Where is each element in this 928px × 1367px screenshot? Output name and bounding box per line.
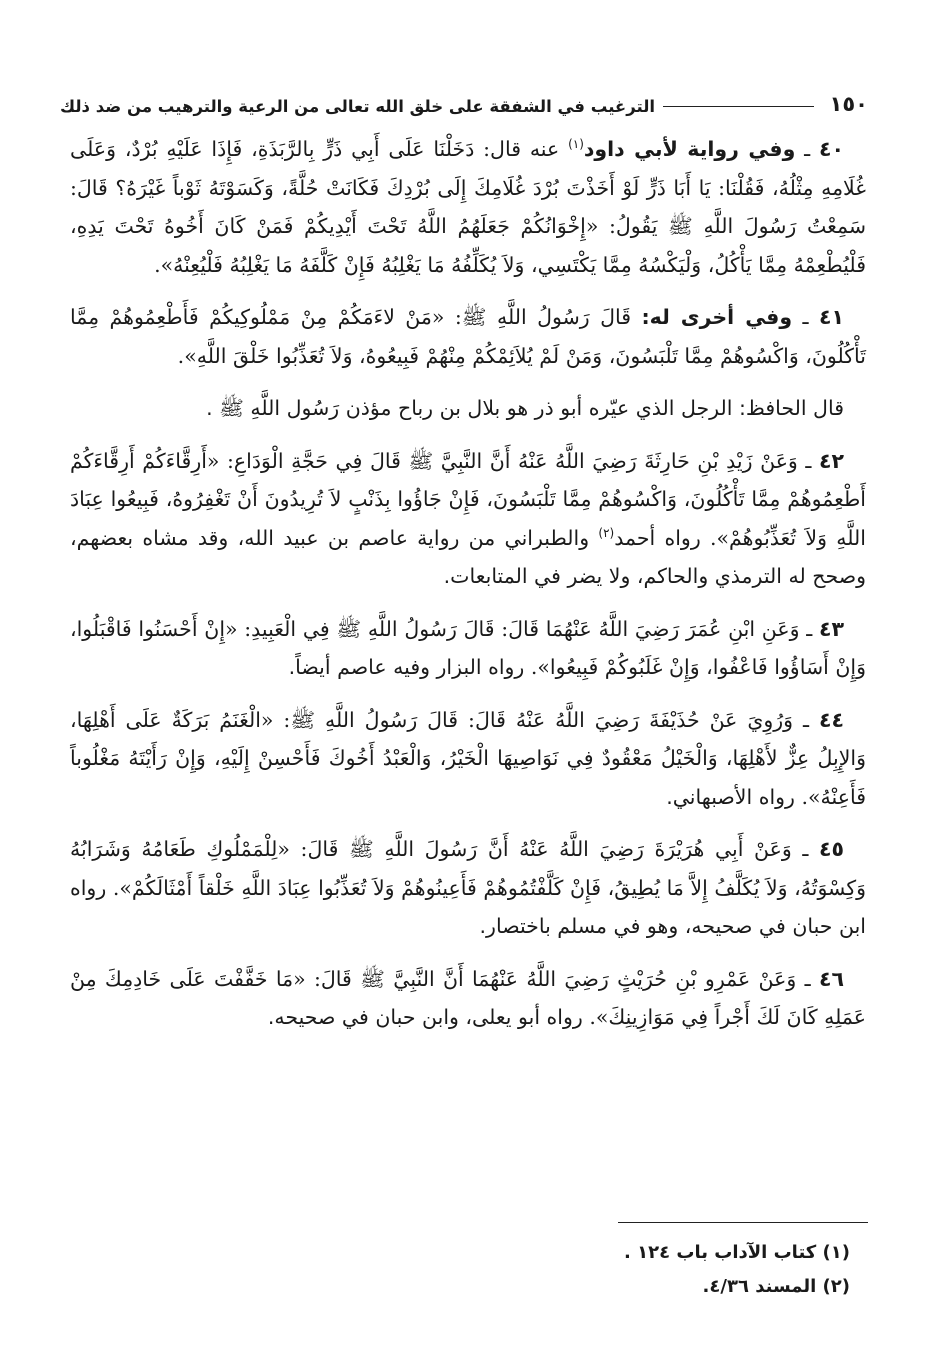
hadith-42: ٤٢ ـ وَعَنْ زَيْدِ بْنِ حَارِثَةَ رَضِيَ اللَّهُ عَنْهُ أَنَّ النَّبِيَّ ﷺ قَالَ فِي حَجَّةِ الْوَدَاعِ: «أَرِقَّاءَكُمْ أَرِقَّاءَكُمْ أَطْعِمُوهُمْ مِمَّا تَأْكُلُونَ، وَاكْسُوهُمْ مِمَّا تَلْبَسُونَ، فَإِنْ جَاؤُوا بِذَنْبٍ لاَ تُرِيدُونَ أَنْ تَغْفِرُوهُ، فَبِيعُوا عِبَادَ اللَّهِ وَلاَ تُعَذِّبُوهُمْ». رواه أحمد$^{(٢)}$ والطبراني من رواية عاصم بن عبيد الله، وقد مشاه بعضهم، وصحح له الترمذي والحاكم، ولا يضر في المتابعات.: [70, 448, 866, 588]
hadith-source: رواه أبو يعلى، وابن حبان في صحيحه.: [267, 1005, 583, 1029]
hadith-text: وَعَنِ ابْنِ عُمَرَ رَضِيَ اللَّهُ عَنْهُمَا قَالَ: قَالَ رَسُولُ اللَّهِ ﷺ فِي الْعَبِيدِ: «إِنْ أَحْسَنُوا فَاقْبَلُوا، وَإِنْ أَسَاؤُوا فَاعْفُوا، وَإِنْ غَلَبُوكُمْ فَبِيعُوا».: [70, 616, 866, 679]
page-number: ١٥٠: [829, 92, 868, 116]
hadith-number: ٤٢: [818, 448, 844, 473]
hadith-45: ٤٥ ـ وَعَنْ أَبِي هُرَيْرَةَ رَضِيَ اللَّهُ عَنْهُ أَنَّ رَسُولَ اللَّهِ ﷺ قَالَ: «لِلْمَمْلُوكِ طَعَامُهُ وَشَرَابُهُ وَكِسْوَتُهُ، وَلاَ يُكَلَّفُ إِلاَّ مَا يُطِيقُ، فَإِنْ كَلَّفْتُمُوهُمْ فَأَعِينُوهُمْ وَلاَ تُعَذِّبُوا عِبَادَ اللَّهِ خَلْقاً أَمْثَالَكُمْ». رواه ابن حبان في صحيحه، وهو في مسلم باختصار.: [70, 837, 866, 938]
hadith-44: ٤٤ ـ وَرُوِيَ عَنْ حُذَيْفَةَ رَضِيَ اللَّهُ عَنْهُ قَالَ: قَالَ رَسُولُ اللَّهِ ﷺ: «الْغَنَمُ بَرَكَةٌ عَلَى أَهْلِهَا، وَالإِبِلُ عِزٌّ لأَهْلِهَا، وَالْخَيْلُ مَعْقُودٌ فِي نَوَاصِيهَا الْخَيْرُ، وَالْعَبْدُ أَخُوكَ فَأَحْسِنْ إِلَيْهِ، وَإِنْ رَأَيْتَهُ مَغْلُوباً فَأَعِنْهُ». رواه الأصبهاني.: [70, 707, 866, 809]
hadith-source: رواه ابن حبان في صحيحه، وهو في مسلم باختصار.: [70, 875, 866, 938]
hadith-lead: وفي رواية لأبي داود: [583, 137, 796, 161]
hadith-text: قَالَ رَسُولُ اللَّهِ ﷺ: «مَنْ لاءَمَكُمْ مِنْ مَمْلُوكِيكُمْ فَأَطْعِمُوهُمْ مِمَّا تَأْكُلُونَ، وَاكْسُوهُمْ مِمَّا تَلْبَسُونَ، وَمَنْ لَمْ يُلاَئِمْكُمْ مِنْهُمْ فَبِيعُوهُ، وَلاَ تُعَذِّبُوا خَلْقَ اللَّهِ».: [70, 305, 866, 368]
footnote-ref: (١): [568, 137, 584, 152]
hadith-number: ٤٦: [818, 966, 844, 991]
hadith-source: رواه البزار وفيه عاصم أيضاً.: [288, 655, 525, 679]
hadith-lead: وفي أخرى له:: [641, 305, 793, 329]
hadith-source: رواه الأصبهاني.: [666, 784, 795, 809]
hadith-text: وَعَنْ زَيْدِ بْنِ حَارِثَةَ رَضِيَ اللَّهُ عَنْهُ أَنَّ النَّبِيَّ ﷺ قَالَ فِي حَجَّةِ الْوَدَاعِ: «أَرِقَّاءَكُمْ أَرِقَّاءَكُمْ أَطْعِمُوهُمْ مِمَّا تَأْكُلُونَ، وَاكْسُوهُمْ مِمَّا تَلْبَسُونَ، فَإِنْ جَاؤُوا بِذَنْبٍ لاَ تُرِيدُونَ أَنْ تَغْفِرُوهُ، فَبِيعُوا عِبَادَ اللَّهِ وَلاَ تُعَذِّبُوهُمْ». رواه أحمد: [70, 448, 866, 550]
hafiz-note: قال الحافظ: الرجل الذي عيّره أبو ذر هو بلال بن رباح مؤذن رَسُول اللَّهِ ﷺ .: [206, 396, 844, 420]
hadith-number: ٤١: [818, 305, 844, 329]
hadith-text: وَعَنْ أَبِي هُرَيْرَةَ رَضِيَ اللَّهُ عَنْهُ أَنَّ رَسُولَ اللَّهِ ﷺ قَالَ: «لِلْمَمْلُوكِ طَعَامُهُ وَشَرَابُهُ وَكِسْوَتُهُ، وَلاَ يُكَلَّفُ إِلاَّ مَا يُطِيقُ، فَإِنْ كَلَّفْتُمُوهُمْ فَأَعِينُوهُمْ وَلاَ تُعَذِّبُوا عِبَادَ اللَّهِ خَلْقاً أَمْثَالَكُمْ».: [70, 837, 866, 900]
hadith-number: ٤٣: [818, 616, 844, 641]
hadith-text: وَعَنْ عَمْرِو بْنِ حُرَيْثٍ رَضِيَ اللَّهُ عَنْهُمَا أَنَّ النَّبِيَّ ﷺ قَالَ: «مَا خَفَّفْتَ عَلَى خَادِمِكَ مِنْ عَمَلِهِ كَانَ لَكَ أَجْراً فِي مَوَازِينِكَ».: [70, 966, 866, 1029]
header-rule: [663, 106, 813, 107]
footnote-2: (٢) المسند ٤/٣٦.: [702, 1276, 850, 1297]
hadith-number: ٤٠: [818, 137, 844, 161]
footnotes: [250, 1236, 850, 1304]
hadith-41: ٤١ ـ وفي أخرى له: قَالَ رَسُولُ اللَّهِ ﷺ: «مَنْ لاءَمَكُمْ مِنْ مَمْلُوكِيكُمْ فَأَطْعِمُوهُمْ مِمَّا تَأْكُلُونَ، وَاكْسُوهُمْ مِمَّا تَلْبَسُونَ، وَمَنْ لَمْ يُلاَئِمْكُمْ مِنْهُمْ فَبِيعُوهُ، وَلاَ تُعَذِّبُوا خَلْقَ اللَّهِ».: [70, 305, 866, 368]
hadith-43: ٤٣ ـ وَعَنِ ابْنِ عُمَرَ رَضِيَ اللَّهُ عَنْهُمَا قَالَ: قَالَ رَسُولُ اللَّهِ ﷺ فِي الْعَبِيدِ: «إِنْ أَحْسَنُوا فَاقْبَلُوا، وَإِنْ أَسَاؤُوا فَاعْفُوا، وَإِنْ غَلَبُوكُمْ فَبِيعُوا». رواه البزار وفيه عاصم أيضاً.: [70, 616, 866, 679]
footnote-separator: [618, 1222, 868, 1223]
running-header: [60, 80, 868, 116]
hadith-text: عنه قال: دَخَلْنَا عَلَى أَبِي ذَرٍّ بِالرَّبَذَةِ، فَإِذَا عَلَيْهِ بُرْدٌ، وَعَلَى غُلَامِهِ مِثْلُهُ، فَقُلْنَا: يَا أَبَا ذَرٍّ لَوْ أَخَذْتَ بُرْدَ غُلَامِكَ إِلَى بُرْدِكَ فَكَانَتْ حُلَّةً، وَكَسَوْتَهُ ثَوْباً غَيْرَهُ؟ قَالَ: سَمِعْتُ رَسُولَ اللَّهِ ﷺ يَقُولُ: «إِخْوَانُكُمْ جَعَلَهُمُ اللَّهُ تَحْتَ أَيْدِيكُمْ فَمَنْ كَانَ أَخُوهُ تَحْتَ يَدِهِ، فَلْيُطْعِمْهُ مِمَّا يَأْكُلُ، وَلْيَكْسُهُ مِمَّا يَكْتَسِي، وَلاَ يُكَلِّفُهُ مَا يَغْلِبُهُ فَإِنْ كَلَّفَهُ مَا يَغْلِبُهُ فَلْيُعِنْهُ».: [70, 137, 866, 277]
footnote-ref: (٢): [598, 525, 615, 540]
hadith-40: ٤٠ ـ وفي رواية لأبي داود$^{(١)}$ عنه قال: دَخَلْنَا عَلَى أَبِي ذَرٍّ بِالرَّبَذَةِ، فَإِذَا عَلَيْهِ بُرْدٌ، وَعَلَى غُلَامِهِ مِثْلُهُ، فَقُلْنَا: يَا أَبَا ذَرٍّ لَوْ أَخَذْتَ بُرْدَ غُلَامِكَ إِلَى بُرْدِكَ فَكَانَتْ حُلَّةً، وَكَسَوْتَهُ ثَوْباً غَيْرَهُ؟ قَالَ: سَمِعْتُ رَسُولَ اللَّهِ ﷺ يَقُولُ: «إِخْوَانُكُمْ جَعَلَهُمُ اللَّهُ تَحْتَ أَيْدِيكُمْ فَمَنْ كَانَ أَخُوهُ تَحْتَ يَدِهِ، فَلْيُطْعِمْهُ مِمَّا يَأْكُلُ، وَلْيَكْسُهُ مِمَّا يَكْتَسِي، وَلاَ يُكَلِّفُهُ مَا يَغْلِبُهُ فَإِنْ كَلَّفَهُ مَا يَغْلِبُهُ فَلْيُعِنْهُ».: [70, 137, 866, 277]
hadith-text: وَرُوِيَ عَنْ حُذَيْفَةَ رَضِيَ اللَّهُ عَنْهُ قَالَ: قَالَ رَسُولُ اللَّهِ ﷺ: «الْغَنَمُ بَرَكَةٌ عَلَى أَهْلِهَا، وَالإِبِلُ عِزٌّ لأَهْلِهَا، وَالْخَيْلُ مَعْقُودٌ فِي نَوَاصِيهَا الْخَيْرُ، وَالْعَبْدُ أَخُوكَ فَأَحْسِنْ إِلَيْهِ، وَإِنْ رَأَيْتَهُ مَغْلُوباً فَأَعِنْهُ».: [70, 707, 866, 809]
hadith-number: ٤٤: [818, 707, 844, 732]
hadith-46: ٤٦ ـ وَعَنْ عَمْرِو بْنِ حُرَيْثٍ رَضِيَ اللَّهُ عَنْهُمَا أَنَّ النَّبِيَّ ﷺ قَالَ: «مَا خَفَّفْتَ عَلَى خَادِمِكَ مِنْ عَمَلِهِ كَانَ لَكَ أَجْراً فِي مَوَازِينِكَ». رواه أبو يعلى، وابن حبان في صحيحه.: [70, 966, 866, 1029]
running-title: الترغيب في الشفقة على خلق الله تعالى من الرعية والترهيب من ضد ذلك: [60, 97, 656, 116]
main-text: [70, 130, 866, 1051]
footnote-1: (١) كتاب الآداب باب ١٢٤ .: [624, 1242, 850, 1263]
hadith-source: والطبراني من رواية عاصم بن عبيد الله، وقد مشاه بعضهم، وصحح له الترمذي والحاكم، ولا يضر في المتابعات.: [70, 525, 866, 588]
hadith-number: ٤٥: [818, 837, 844, 861]
